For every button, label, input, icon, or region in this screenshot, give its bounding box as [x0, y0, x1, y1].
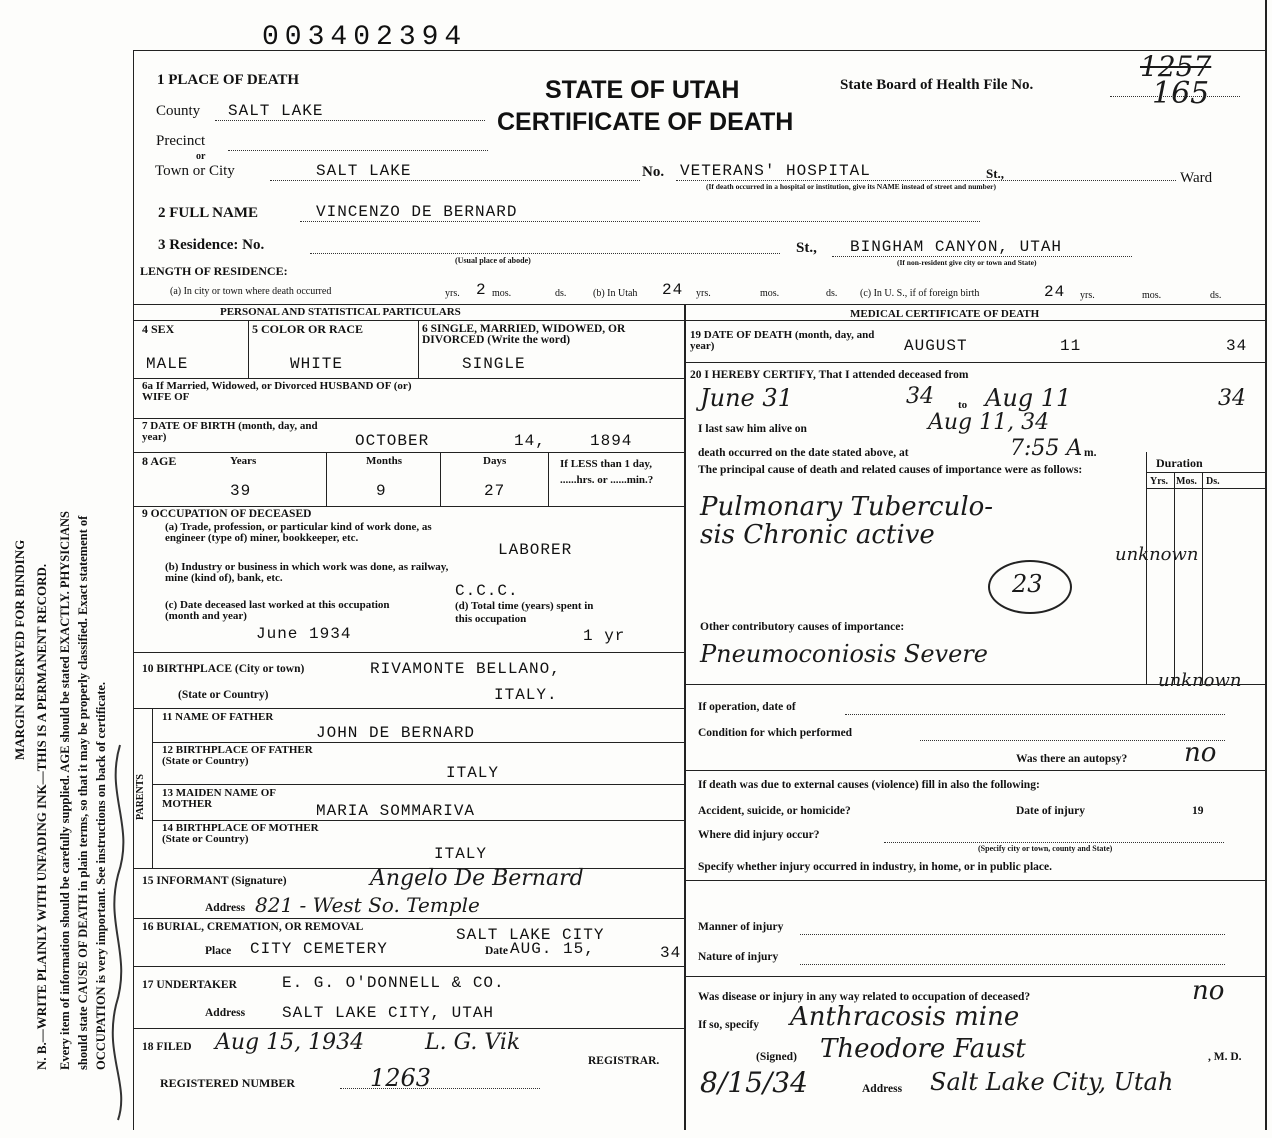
mother-value: MARIA SOMMARIVA	[316, 802, 476, 820]
occurred-label: death occurred on the date stated above, at	[698, 447, 909, 459]
dob-year: 1894	[590, 432, 633, 450]
title-certificate: CERTIFICATE OF DEATH	[497, 108, 794, 136]
occupation-label: 9 OCCUPATION OF DECEASED	[142, 508, 312, 520]
precinct-label: Precinct	[156, 133, 206, 149]
if-so-value: Anthracosis mine	[790, 1002, 1020, 1032]
attended-to: Aug 11	[985, 384, 1072, 412]
st-label: St.,	[986, 166, 1005, 181]
no-label: No.	[642, 164, 665, 180]
or-label: or	[196, 151, 206, 162]
margin-instructions-3: OCCUPATION is very important. See instructions on back of certificate.	[94, 681, 108, 1070]
full-name-label: 2 FULL NAME	[158, 205, 259, 221]
birthplace-label: 10 BIRTHPLACE (City or town)	[142, 663, 305, 675]
dod-label: 19 DATE OF DEATH (month, day, and year)	[690, 329, 875, 352]
serial-number: 003402394	[262, 22, 468, 53]
dod-year: 34	[1226, 337, 1248, 355]
mother-label: 13 MAIDEN NAME OF MOTHER	[162, 787, 276, 810]
filed-label: 18 FILED	[142, 1041, 192, 1053]
burial-year: 34	[660, 944, 682, 962]
margin-instructions-2: should state CAUSE OF DEATH in plain terms, so that it may be properly classified. Exact statement of	[76, 515, 90, 1070]
full-name-value: VINCENZO DE BERNARD	[316, 203, 518, 221]
age-days: 27	[484, 482, 506, 500]
age-months: 9	[376, 482, 387, 500]
frame-right	[1265, 0, 1267, 1130]
dod-day: 11	[1060, 337, 1082, 355]
birthplace-country: ITALY.	[494, 686, 558, 704]
occ-related-label: Was disease or injury in any way related to occupation of deceased?	[698, 991, 1031, 1003]
certificate-sign-date: 8/15/34	[700, 1066, 808, 1099]
age-label: 8 AGE	[142, 454, 177, 468]
column-divider	[684, 304, 686, 1130]
contrib-label: Other contributory causes of importance:	[700, 621, 905, 633]
margin-permanent-note: N. B.—WRITE PLAINLY WITH UNFADING INK—THIS IS A PERMANENT RECORD.	[34, 563, 49, 1070]
color-label: 5 COLOR OR RACE	[252, 322, 364, 336]
external-causes-label: If death was due to external causes (violence) fill in also the following:	[698, 779, 1040, 791]
informant-signature: Angelo De Bernard	[370, 866, 584, 891]
occupation-a-label: (a) Trade, profession, or particular kind of work done, as engineer (type of) miner, bookkeeper, etc.	[165, 521, 432, 544]
ward-label: Ward	[1180, 170, 1213, 186]
mother-birthplace-value: ITALY	[434, 845, 488, 863]
occ-related-value: no	[1192, 976, 1225, 1006]
registrar-label: REGISTRAR.	[588, 1055, 660, 1067]
informant-address: 821 - West So. Temple	[255, 893, 480, 917]
color-value: WHITE	[290, 355, 344, 373]
margin-scrawl	[100, 735, 140, 1125]
residence-city-mos: 2	[476, 281, 487, 299]
last-saw-date: Aug 11, 34	[928, 410, 1050, 435]
dod-month: AUGUST	[904, 337, 968, 355]
stamp-number: 23	[1012, 570, 1043, 598]
file-no-top: 1257	[1140, 50, 1212, 83]
place-of-death-label: 1 PLACE OF DEATH	[157, 72, 300, 88]
attended-from: June 31	[700, 384, 793, 412]
industry-value: C.C.C.	[455, 582, 519, 600]
residence-a-label: (a) In city or town where death occurred	[170, 286, 332, 297]
certify-label: 20 I HEREBY CERTIFY, That I attended deceased from	[690, 369, 969, 381]
town-label: Town or City	[155, 163, 235, 179]
physician-address: Salt Lake City, Utah	[930, 1068, 1174, 1096]
margin-instructions-1: Every item of information should be carefully supplied. AGE should be stated EXACTLY. PHYSICIANS	[58, 511, 72, 1070]
cause-duration: unknown	[1115, 544, 1199, 565]
sex-label: 4 SEX	[142, 322, 175, 336]
where-injury-label: Where did injury occur?	[698, 829, 820, 841]
margin-binding-note: MARGIN RESERVED FOR BINDING	[12, 539, 27, 760]
total-time-value: 1 yr	[583, 627, 626, 645]
father-birthplace-label: 12 BIRTHPLACE OF FATHER (State or Country)	[162, 744, 313, 767]
personal-header: PERSONAL AND STATISTICAL PARTICULARS	[220, 306, 461, 318]
informant-label: 15 INFORMANT (Signature)	[142, 875, 287, 887]
last-saw-label: I last saw him alive on	[698, 423, 807, 435]
reg-no-value: 1263	[370, 1064, 432, 1092]
cause-line-1: Pulmonary Tuberculo-	[700, 492, 994, 522]
operation-label: If operation, date of	[698, 701, 796, 713]
spouse-label: 6a If Married, Widowed, or Divorced HUSBAND OF (or) WIFE OF	[142, 380, 412, 403]
undertaker-value: E. G. O'DONNELL & CO.	[282, 974, 505, 992]
if-so-label: If so, specify	[698, 1019, 760, 1031]
nonres-note: (If non-resident give city or town and State)	[897, 258, 1037, 267]
manner-label: Manner of injury	[698, 921, 784, 933]
duration-label: Duration	[1156, 456, 1203, 470]
age-years: 39	[230, 482, 252, 500]
contrib-value: Pneumoconiosis Severe	[700, 640, 988, 668]
physician-signature: Theodore Faust	[820, 1034, 1026, 1064]
title-state: STATE OF UTAH	[545, 76, 740, 104]
where-note: (Specify city or town, county and State)	[978, 844, 1113, 853]
burial-label: 16 BURIAL, CREMATION, OR REMOVAL	[142, 921, 364, 933]
residence-b-label: (b) In Utah	[593, 288, 638, 299]
occupation-b-label: (b) Industry or business in which work was done, as railway, mine (kind of), bank, etc.	[165, 561, 449, 584]
specify-label: Specify whether injury occurred in industry, in home, or in public place.	[698, 861, 1052, 873]
file-no-bottom: 165	[1152, 76, 1210, 111]
county-value: SALT LAKE	[228, 102, 324, 120]
autopsy-value: no	[1184, 738, 1217, 768]
registrar-signature: L. G. Vik	[425, 1030, 521, 1055]
signed-label: (Signed)	[756, 1051, 797, 1063]
burial-city: SALT LAKE CITY	[456, 926, 605, 944]
principal-cause-label: The principal cause of death and related causes of importance were as follows:	[698, 464, 1083, 476]
last-worked-value: June 1934	[256, 625, 352, 643]
hospital-note: (If death occurred in a hospital or institution, give its NAME instead of street and number)	[706, 182, 997, 191]
residence-label: 3 Residence: No.	[158, 237, 265, 253]
dob-month: OCTOBER	[355, 432, 430, 450]
autopsy-label: Was there an autopsy?	[1016, 753, 1128, 765]
county-label: County	[156, 103, 201, 119]
burial-place: CITY CEMETERY	[250, 940, 388, 958]
file-no-label: State Board of Health File No.	[840, 77, 1034, 93]
age-less-label: If LESS than 1 day, ......hrs. or ......min.?	[560, 458, 654, 486]
occupation-value: LABORER	[498, 541, 573, 559]
dob-day: 14,	[514, 432, 546, 450]
condition-label: Condition for which performed	[698, 727, 853, 739]
father-birthplace-value: ITALY	[446, 764, 500, 782]
residence-value: BINGHAM CANYON, UTAH	[850, 238, 1063, 256]
mother-birthplace-label: 14 BIRTHPLACE OF MOTHER (State or Country)	[162, 822, 319, 845]
medical-header: MEDICAL CERTIFICATE OF DEATH	[850, 308, 1040, 320]
marital-value: SINGLE	[462, 355, 526, 373]
length-of-residence-label: LENGTH OF RESIDENCE:	[140, 264, 288, 278]
father-label: 11 NAME OF FATHER	[162, 711, 274, 723]
occupation-d-label: (d) Total time (years) spent in this occupation	[455, 600, 594, 625]
abode-note: (Usual place of abode)	[455, 256, 531, 265]
father-value: JOHN DE BERNARD	[316, 724, 476, 742]
residence-us-yrs: 24	[1044, 283, 1066, 301]
nature-label: Nature of injury	[698, 951, 779, 963]
parents-label: PARENTS	[135, 774, 146, 820]
sex-value: MALE	[146, 355, 189, 373]
accident-label: Accident, suicide, or homicide?	[698, 805, 851, 817]
residence-c-label: (c) In U. S., if of foreign birth	[860, 288, 980, 299]
birthplace-city: RIVAMONTE BELLANO,	[370, 660, 561, 678]
cause-line-2: sis Chronic active	[700, 520, 935, 550]
filed-date: Aug 15, 1934	[215, 1030, 365, 1055]
occupation-c-label: (c) Date deceased last worked at this occupation (month and year)	[165, 599, 390, 622]
hospital-value: VETERANS' HOSPITAL	[680, 162, 871, 180]
undertaker-label: 17 UNDERTAKER	[142, 979, 237, 991]
state-country-label: (State or Country)	[178, 689, 269, 701]
town-value: SALT LAKE	[316, 162, 412, 180]
death-time: 7:55 A	[1010, 436, 1083, 461]
contrib-duration: unknown	[1158, 670, 1242, 691]
dob-label: 7 DATE OF BIRTH (month, day, and year)	[142, 420, 318, 443]
injury-date-label: Date of injury	[1016, 805, 1085, 817]
residence-utah-yrs: 24	[662, 281, 684, 299]
burial-date: AUG. 15,	[510, 940, 595, 958]
undertaker-address: SALT LAKE CITY, UTAH	[282, 1004, 495, 1022]
reg-no-label: REGISTERED NUMBER	[160, 1076, 296, 1090]
residence-st-label: St.,	[796, 240, 817, 256]
marital-label: 6 SINGLE, MARRIED, WIDOWED, OR DIVORCED (Write the word)	[422, 323, 626, 346]
